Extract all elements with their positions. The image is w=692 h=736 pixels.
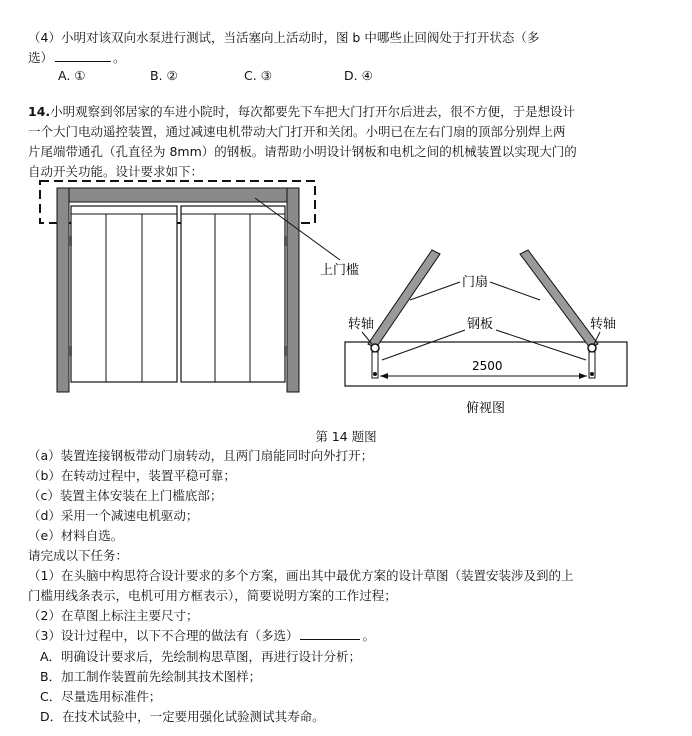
requirement-a: （a）装置连接钢板带动门扇转动，且两门扇能同时向外打开；	[28, 448, 374, 463]
lintel-bar	[57, 188, 299, 202]
right-pivot	[588, 344, 596, 352]
label-pivot-right: 转轴	[590, 317, 617, 332]
left-pivot	[371, 344, 379, 352]
task-3: （3）设计过程中，以下不合理的做法有（多选） 。	[28, 628, 375, 643]
q14-line-2: 一个大门电动遥控装置，通过减速电机带动大门打开和关闭。小明已在左右门扇的顶部分别焊上两	[28, 124, 566, 139]
q4-option-c: C. ③	[244, 68, 272, 83]
q4-line-2-suffix: 。	[113, 50, 126, 65]
choice-b: B．加工制作装置前先绘制其技术图样；	[40, 669, 262, 684]
requirement-e: （e）材料自选。	[28, 528, 124, 543]
q4-option-a: A. ①	[58, 68, 86, 83]
tasks-intro: 请完成以下任务：	[28, 548, 129, 563]
choice-a: A．明确设计要求后，先绘制构思草图，再进行设计分析；	[40, 649, 362, 664]
label-pivot-left: 转轴	[348, 317, 375, 332]
question-number: 14.	[28, 104, 51, 119]
q14-line-4: 自动开关功能。设计要求如下：	[28, 164, 204, 179]
q4-option-d: D. ④	[344, 68, 373, 83]
right-door-leaf	[181, 206, 285, 382]
label-top-view: 俯视图	[466, 401, 506, 416]
hinge	[68, 236, 72, 246]
left-door-leaf	[71, 206, 177, 382]
q4-line-2-prefix: 选）	[28, 50, 54, 65]
answer-blank	[300, 626, 360, 640]
answer-blank	[55, 48, 111, 62]
requirement-b: （b）在转动过程中，装置平稳可靠；	[28, 468, 236, 483]
left-post	[57, 188, 69, 392]
q14-line-1: 14.小明观察到邻居家的车进小院时，每次都要先下车把大门打开尔后进去，很不方便，于是想设计	[28, 104, 576, 119]
q14-line-3: 片尾端带通孔（孔直径为 8mm）的钢板。请帮助小明设计钢板和电机之间的机械装置以实现大门的	[28, 144, 577, 159]
hinge	[284, 346, 288, 356]
right-door-leaf-top	[520, 250, 598, 348]
figure-caption: 第 14 题图	[315, 429, 377, 444]
label-steel-plate: 钢板	[467, 317, 494, 332]
label-door-leaf: 门扇	[462, 275, 489, 290]
hinge	[284, 236, 288, 246]
q4-line-2	[28, 48, 672, 68]
figure-14	[0, 178, 692, 428]
task-2: （2）在草图上标注主要尺寸；	[28, 608, 199, 623]
requirement-d: （d）采用一个减速电机驱动；	[28, 508, 199, 523]
q4-option-b: B. ②	[150, 68, 178, 83]
right-post	[287, 188, 299, 392]
choice-d: D．在技术试验中，一定要用强化试验测试其寿命。	[40, 709, 325, 724]
left-door-leaf-top	[368, 250, 440, 348]
requirement-c: （c）装置主体安装在上门槛底部；	[28, 488, 223, 503]
hinge	[68, 346, 72, 356]
dimension-value: 2500	[472, 359, 503, 373]
q4-line-1: （4）小明对该双向水泵进行测试，当活塞向上活动时，图 b 中哪些止回阀处于打开状态（多	[28, 30, 540, 45]
gate-front-view	[40, 181, 315, 392]
choice-c: C．尽量选用标准件；	[40, 689, 162, 704]
task-1-line-1: （1）在头脑中构思符合设计要求的多个方案，画出其中最优方案的设计草图（装置安装涉及到的上	[28, 568, 574, 583]
label-lintel: 上门槛	[320, 263, 360, 278]
task-1-line-2: 门槛用线条表示，电机可用方框表示），简要说明方案的工作过程；	[28, 588, 397, 603]
